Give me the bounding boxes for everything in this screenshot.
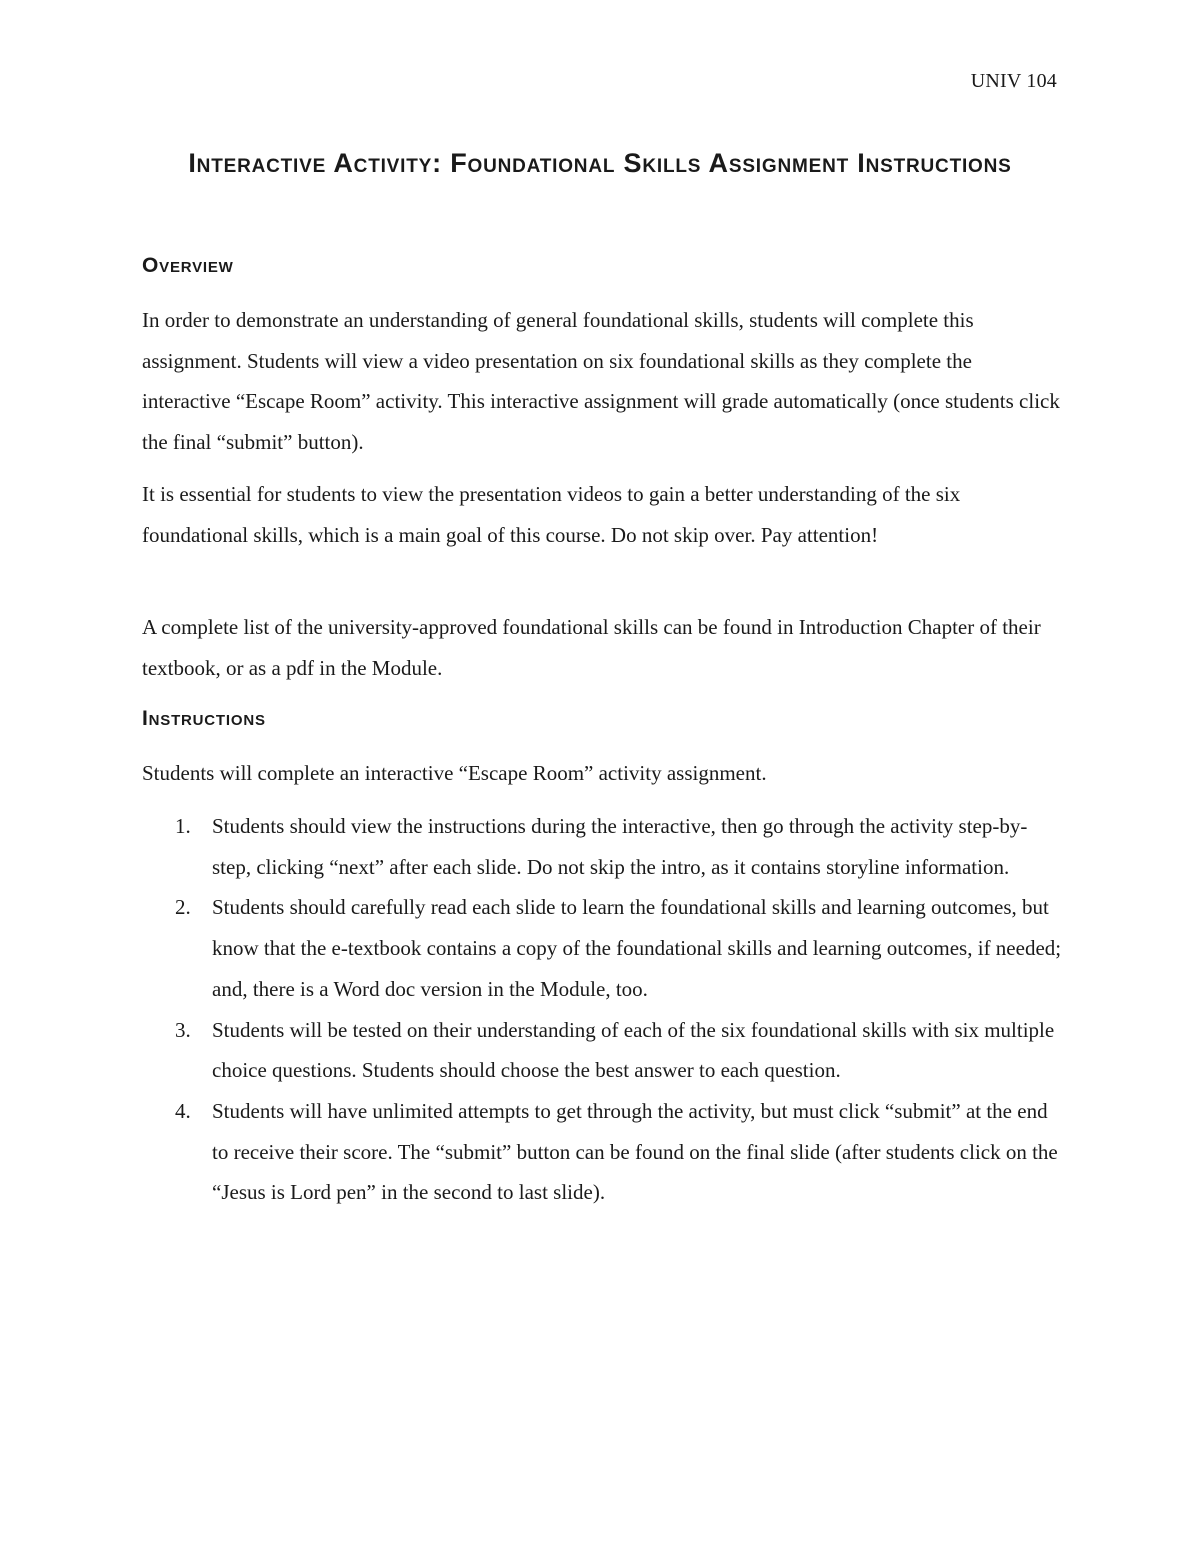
list-item bbox=[142, 806, 1062, 887]
overview-heading: Overview bbox=[142, 254, 234, 277]
instructions-intro: Students will complete an interactive “Escape Room” activity assignment. bbox=[142, 761, 767, 785]
instructions-heading: Instructions bbox=[142, 707, 266, 730]
list-item-text: Students should view the instructions during the interactive, then go through the activity step-by-step, clicking “next” after each slide. Do not skip the intro, as it contains storyline information. bbox=[212, 814, 1028, 879]
overview-paragraph: In order to demonstrate an understanding of general foundational skills, students will complete this assignment. Students will view a video presentation on six foundational skills as they complete the interactive “Escape Room” activity. This interactive assignment will grade automatically (once students click the final “submit” button). bbox=[142, 308, 1060, 455]
overview-paragraph: A complete list of the university-approved foundational skills can be found in Introduction Chapter of their textbook, or as a pdf in the Module. bbox=[142, 615, 1041, 680]
overview-paragraph: It is essential for students to view the presentation videos to gain a better understanding of the six foundational skills, which is a main goal of this course. Do not skip over. Pay attention! bbox=[142, 482, 961, 547]
list-item bbox=[142, 1091, 1062, 1213]
list-number: 4. bbox=[175, 1098, 191, 1123]
list-item bbox=[142, 887, 1062, 1009]
list-item-text: Students will have unlimited attempts to get through the activity, but must click “submit” at the end to receive their score. The “submit” button can be found on the final slide (after students click on the “Jesus is Lord pen” in the second to last slide). bbox=[212, 1098, 1058, 1205]
list-item bbox=[142, 1010, 1062, 1091]
list-item-text: Students will be tested on their understanding of each of the six foundational skills with six multiple choice questions. Students should choose the best answer to each question. bbox=[212, 1017, 1055, 1083]
running-header: UNIV 104 bbox=[970, 70, 1057, 92]
instructions-list bbox=[142, 806, 1062, 1213]
list-number: 2. bbox=[175, 895, 191, 920]
list-number: 1. bbox=[175, 814, 191, 838]
list-item-text: Students should carefully read each slide to learn the foundational skills and learning outcomes, but know that the e-textbook contains a copy of the foundational skills and learning outcomes, if needed; and, there is a Word doc version in the Module, too. bbox=[212, 895, 1062, 1001]
list-number: 3. bbox=[175, 1017, 191, 1042]
document-title: Interactive Activity: Foundational Skills Assignment Instructions bbox=[188, 148, 1012, 178]
